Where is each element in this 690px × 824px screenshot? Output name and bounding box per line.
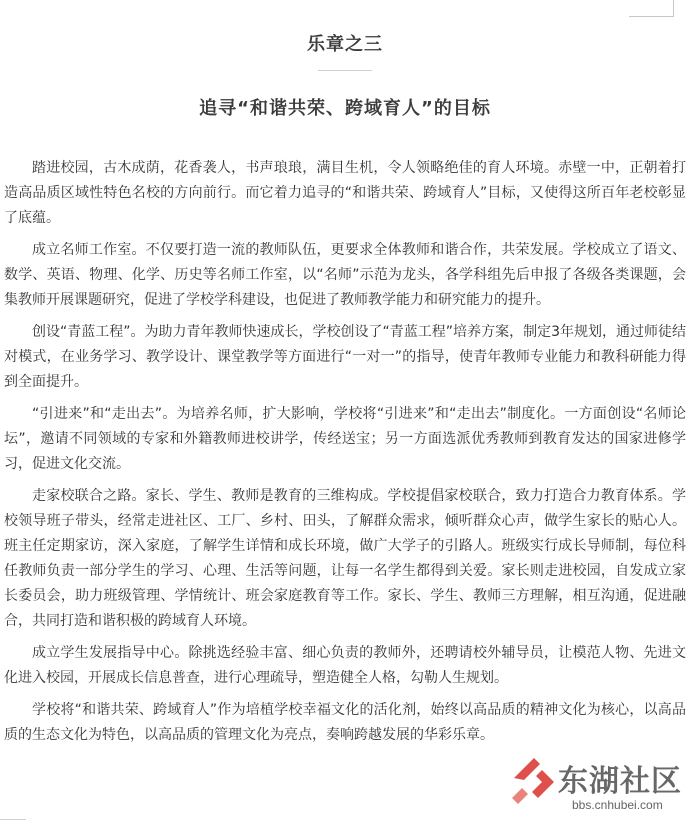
- paragraph-home-school: 走家校联合之路。家长、学生、教师是教育的三维构成。学校提倡家校联合，致力打造合力教育体系。学校领导班子带头，经常走进社区、工厂、乡村、田头，了解群众需求，倾听群众心声，做学生家长的贴心人。班主任定期家访，深入家庭，了解学生详情和成长环境，做广大学子的引路人。班级实行成长导师制，每位科任教师负责一部分学生的学习、心理、生活等问题，让每一名学生都得到关爱。家长则走进校园，自发成立家长委员会，助力班级管理、学情统计、班会家庭教育等工作。家长、学生、教师三方理解，相互沟通，促进融合，共同打造和谐积极的跨域育人环境。: [4, 488, 686, 629]
- watermark-logo-stroke-upper: [514, 758, 540, 780]
- paragraph-bring-in-go-out: “引进来”和“走出去”。为培养名师，扩大影响，学校将“引进来”和“走出去”制度化。一方面创设“名师论坛”，邀请不同领域的专家和外籍教师进校讲学，传经送宝；另一方面选派优秀教师到教育发达的国家进修学习，促进文化交流。: [4, 406, 686, 472]
- paragraph-conclusion: 学校将“和谐共荣、跨域育人”作为培植学校幸福文化的活化剂，始终以高品质的精神文化为核心，以高品质的生态文化为特色，以高品质的管理文化为亮点，奏响跨越发展的华彩乐章。: [4, 702, 686, 743]
- paragraph-student-center: 成立学生发展指导中心。除挑选经验丰富、细心负责的教师外，还聘请校外辅导员，让模范人物、先进文化进入校园，开展成长信息普查，进行心理疏导，塑造健全人格，勾勒人生规划。: [4, 645, 686, 686]
- watermark-logo-icon: [508, 754, 560, 808]
- section-divider: [318, 70, 372, 71]
- corner-frame-mark: [629, 0, 674, 17]
- paragraph-teacher-studio: 成立名师工作室。不仅要打造一流的教师队伍，更要求全体教师和谐合作，共荣发展。学校成立了语文、数学、英语、物理、化学、历史等名师工作室，以“名师”示范为龙头，各学科组先后申报了各级各类课题，会集教师开展课题研究，促进了学校学科建设，也促进了教师教学能力和研究能力的提升。: [4, 242, 686, 308]
- watermark-logo-tail: [512, 788, 528, 804]
- article-body: [4, 156, 686, 755]
- paragraph-intro: 踏进校园，古木成荫，花香袭人，书声琅琅，满目生机，令人领略绝佳的育人环境。赤壁一中，正朝着打造高品质区域性特色名校的方向前行。而它着力追寻的“和谐共荣、跨域育人”目标，又使得这所百年老校彰显了底蕴。: [4, 160, 686, 226]
- bottom-left-mark: [0, 819, 26, 824]
- section-label: 乐章之三: [307, 34, 383, 55]
- watermark-site-url: bbs.cnhubei.com: [572, 798, 663, 812]
- paragraph-qinglan-project: 创设“青蓝工程”。为助力青年教师快速成长，学校创设了“青蓝工程”培养方案，制定3年规划，通过师徒结对模式，在业务学习、教学设计、课堂教学等方面进行“一对一”的指导，使青年教师专业能力和教科研能力得到全面提升。: [4, 324, 686, 390]
- site-watermark: [508, 754, 684, 820]
- watermark-site-name: 东湖社区: [558, 764, 682, 799]
- article-title: 追寻“和谐共荣、跨域育人”的目标: [199, 98, 491, 119]
